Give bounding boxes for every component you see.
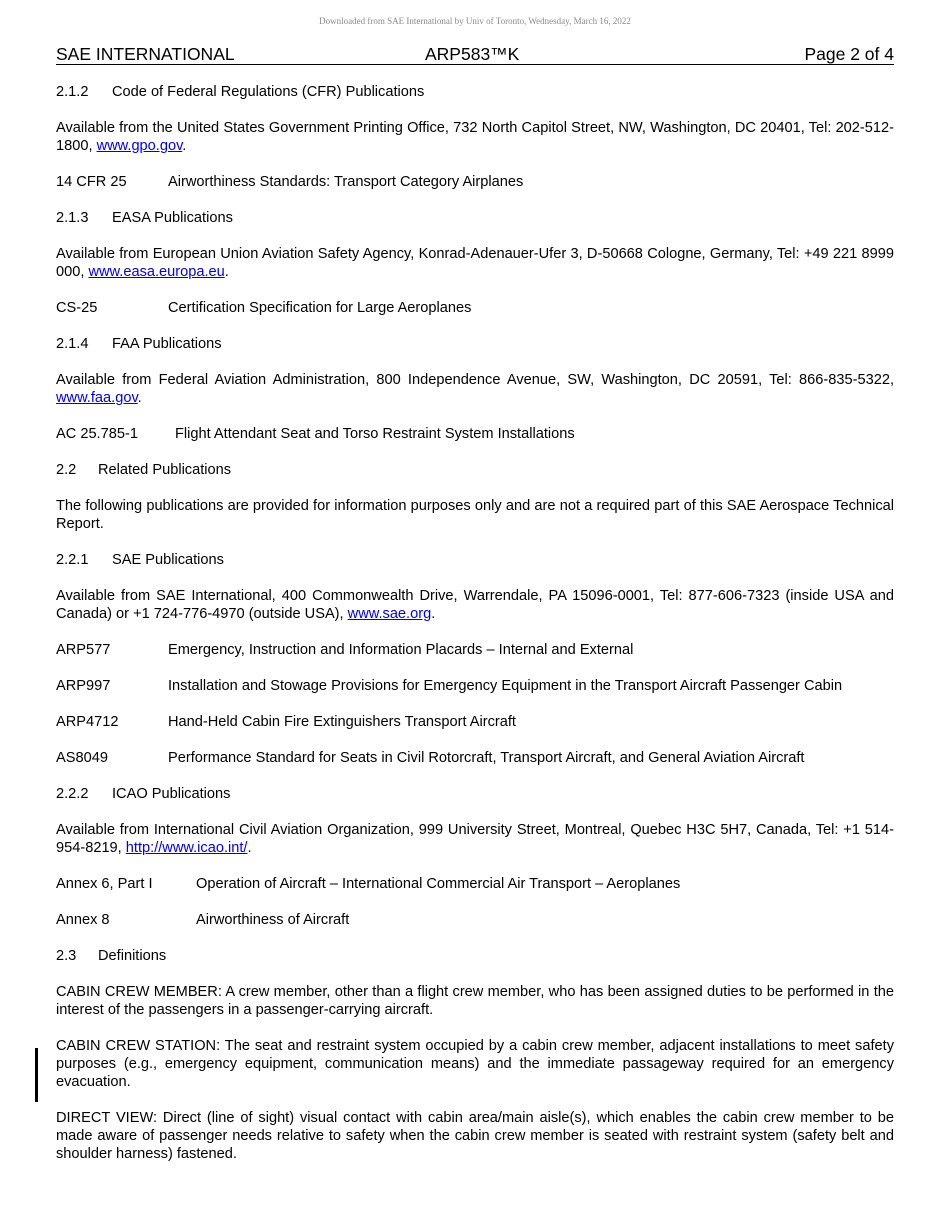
reference-14-cfr-25	[56, 173, 894, 191]
easa-link[interactable]: www.easa.europa.eu	[88, 264, 225, 280]
cfr-availability	[56, 119, 894, 155]
section-number: 2.2.1	[56, 552, 89, 568]
section-number: 2.1.3	[56, 210, 89, 226]
reference-annex-8	[56, 911, 894, 929]
download-watermark: Downloaded from SAE International by Univ of Toronto, Wednesday, March 16, 2022	[319, 16, 631, 26]
section-heading-2-1-2	[56, 83, 894, 101]
section-number: 2.1.2	[56, 84, 89, 100]
period: .	[224, 264, 229, 280]
header-document-number: ARP583™K	[425, 44, 520, 64]
definition-cabin-crew-station: CABIN CREW STATION: The seat and restraint system occupied by a cabin crew member, adjacent installations to meet safety purposes (e.g., emergency equipment, communication means) and the immediate passageway required for an emergency evacuation.	[56, 1038, 894, 1090]
section-heading-2-2-2	[56, 785, 894, 803]
reference-annex-6	[56, 875, 894, 893]
section-heading-2-2	[56, 461, 894, 479]
section-number: 2.2	[56, 462, 77, 478]
reference-title: Performance Standard for Seats in Civil Rotorcraft, Transport Aircraft, and General Aviation Aircraft	[168, 750, 805, 766]
section-heading-2-1-4	[56, 335, 894, 353]
definition-cabin-crew-member: CABIN CREW MEMBER: A crew member, other than a flight crew member, who has been assigned duties to be performed in the interest of the passengers in a passenger-carrying aircraft.	[56, 984, 894, 1018]
availability-text: Available from Federal Aviation Administration, 800 Independence Avenue, SW, Washington, DC 20591, Tel: 866-835-5322,	[56, 372, 894, 388]
sae-availability	[56, 587, 894, 623]
section-number: 2.1.4	[56, 336, 89, 352]
section-title: Code of Federal Regulations (CFR) Publications	[112, 84, 425, 100]
reference-code: ARP997	[56, 678, 111, 694]
period: .	[247, 840, 252, 856]
reference-title: Emergency, Instruction and Information Placards – Internal and External	[168, 642, 634, 658]
section-title: Related Publications	[98, 462, 232, 478]
faa-availability	[56, 371, 894, 407]
section-title: SAE Publications	[112, 552, 224, 568]
reference-code: Annex 8	[56, 912, 110, 928]
reference-code: AC 25.785-1	[56, 426, 138, 442]
header-page-number: Page 2 of 4	[804, 44, 894, 64]
faa-link[interactable]: www.faa.gov	[56, 390, 138, 406]
section-title: FAA Publications	[112, 336, 222, 352]
reference-ac-25-785-1	[56, 425, 894, 443]
section-heading-2-2-1	[56, 551, 894, 569]
reference-code: AS8049	[56, 750, 108, 766]
reference-title: Installation and Stowage Provisions for Emergency Equipment in the Transport Aircraft Passenger Cabin	[168, 678, 843, 694]
reference-title: Airworthiness Standards: Transport Category Airplanes	[168, 174, 524, 190]
reference-title: Airworthiness of Aircraft	[196, 912, 350, 928]
section-heading-2-3	[56, 947, 894, 965]
section-heading-2-1-3	[56, 209, 894, 227]
availability-text: Available from European Union Aviation Safety Agency, Konrad-Adenauer-Ufer 3, D-50668 Cologne, Germany, Tel: +49 221 8999 000,	[56, 246, 894, 280]
period: .	[137, 390, 142, 406]
header-organization: SAE INTERNATIONAL	[56, 44, 235, 64]
reference-title: Flight Attendant Seat and Torso Restraint System Installations	[175, 426, 575, 442]
period: .	[431, 606, 436, 622]
reference-code: ARP577	[56, 642, 111, 658]
icao-link[interactable]: http://www.icao.int/	[125, 840, 248, 856]
section-number: 2.2.2	[56, 786, 89, 802]
section-title: ICAO Publications	[112, 786, 231, 802]
section-title: EASA Publications	[112, 210, 233, 226]
reference-arp4712	[56, 713, 894, 731]
reference-code: ARP4712	[56, 714, 119, 730]
reference-code: 14 CFR 25	[56, 174, 127, 190]
easa-availability	[56, 245, 894, 281]
definition-direct-view: DIRECT VIEW: Direct (line of sight) visual contact with cabin area/main aisle(s), which enables the cabin crew member to be made aware of passenger needs relative to safety when the cabin crew member is seated with restraint system (safety belt and shoulder harness) fastened.	[56, 1110, 894, 1162]
section-number: 2.3	[56, 948, 77, 964]
reference-cs-25	[56, 299, 894, 317]
document-body	[56, 83, 894, 1181]
reference-arp997	[56, 677, 894, 695]
period: .	[182, 138, 187, 154]
gpo-link[interactable]: www.gpo.gov	[96, 138, 183, 154]
icao-availability	[56, 821, 894, 857]
sae-link[interactable]: www.sae.org	[347, 606, 432, 622]
reference-as8049	[56, 749, 894, 767]
availability-text: Available from the United States Government Printing Office, 732 North Capitol Street, NW, Washington, DC 20401, Tel: 202-512-1800,	[56, 120, 894, 154]
reference-arp577	[56, 641, 894, 659]
availability-text: Available from SAE International, 400 Commonwealth Drive, Warrendale, PA 15096-0001, Tel: 877-606-7323 (inside USA and Canada) or +1 724-776-4970 (outside USA),	[56, 588, 894, 622]
availability-text: Available from International Civil Aviation Organization, 999 University Street, Montreal, Quebec H3C 5H7, Canada, Tel: +1 514-954-8219,	[56, 822, 894, 856]
reference-code: CS-25	[56, 300, 98, 316]
page-header	[56, 44, 894, 65]
section-title: Definitions	[98, 948, 167, 964]
reference-title: Hand-Held Cabin Fire Extinguishers Transport Aircraft	[168, 714, 516, 730]
related-publications-note: The following publications are provided for information purposes only and are not a required part of this SAE Aerospace Technical Report.	[56, 498, 894, 532]
reference-title: Certification Specification for Large Aeroplanes	[168, 300, 472, 316]
reference-title: Operation of Aircraft – International Commercial Air Transport – Aeroplanes	[196, 876, 681, 892]
revision-change-bar	[35, 1048, 38, 1102]
reference-code: Annex 6, Part I	[56, 876, 153, 892]
